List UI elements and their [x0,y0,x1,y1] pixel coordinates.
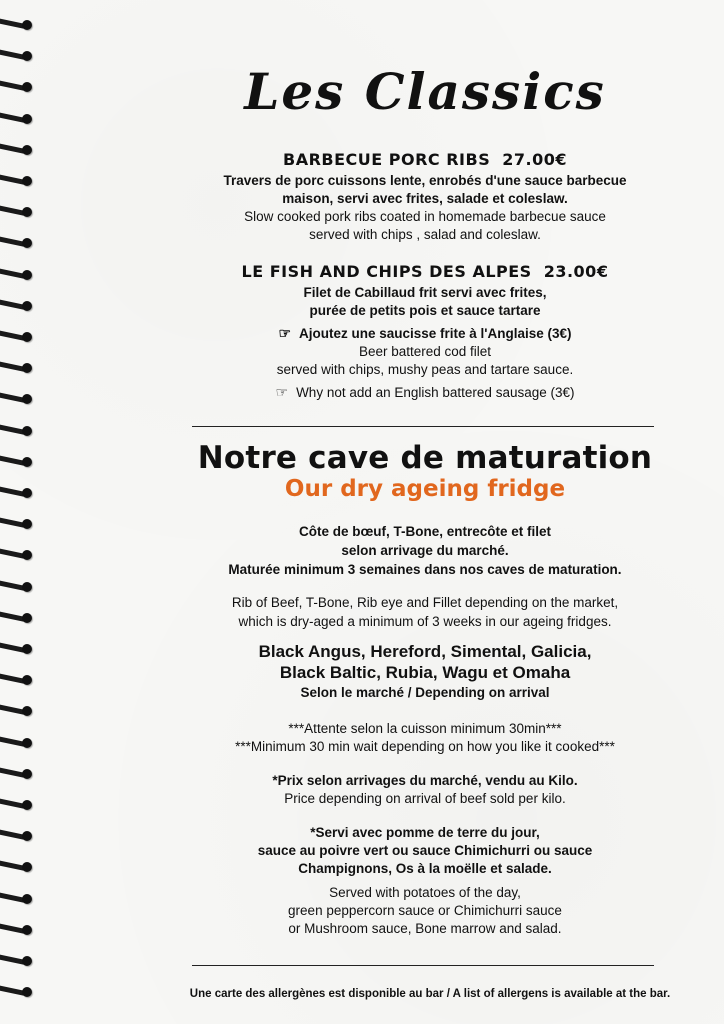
addon-text: Ajoutez une saucisse frite à l'Anglaise (3€) [299,326,572,341]
price-note [180,772,670,808]
text-line: Black Baltic, Rubia, Wagu et Omaha [279,663,571,682]
ageing-desc-fr [180,522,670,579]
text-line: Champignons, Os à la moëlle et salade. [298,861,552,876]
text-line: Rib of Beef, T-Bone, Rib eye and Fillet depending on the market, [231,595,619,610]
spiral-ring [0,330,36,344]
spiral-ring [0,517,36,531]
page-title: Les Classics [244,62,606,121]
text-line: sauce au poivre vert ou sauce Chimichurri ou sauce [257,843,593,858]
spiral-ring [0,954,36,968]
dish-heading [190,150,660,169]
spiral-ring [0,299,36,313]
breeds-note: Selon le marché / Depending on arrival [300,685,550,700]
spiral-ring [0,985,36,999]
spiral-ring [0,174,36,188]
dish-fish-and-chips [190,262,660,402]
spiral-ring [0,642,36,656]
spiral-ring [0,268,36,282]
spiral-ring [0,860,36,874]
dish-desc-en: Slow cooked pork ribs coated in homemade barbecue sauce [244,209,606,224]
section-title: Notre cave de maturation [197,440,653,476]
dish-ribs [190,150,660,244]
addon-text: Why not add an English battered sausage (3€) [296,385,575,400]
spiral-ring [0,673,36,687]
text-line: which is dry-aged a minimum of 3 weeks in our ageing fridges. [238,614,612,629]
spiral-ring [0,236,36,250]
spiral-ring [0,424,36,438]
spiral-ring [0,143,36,157]
spiral-ring [0,455,36,469]
spiral-ring [0,112,36,126]
divider [192,426,654,427]
dish-name: LE FISH AND CHIPS DES ALPES [241,262,532,281]
served-with-fr [180,824,670,878]
text-line: ***Minimum 30 min wait depending on how you like it cooked*** [235,739,615,754]
spiral-ring [0,486,36,500]
breeds-list [180,641,670,702]
spiral-ring [0,829,36,843]
dish-price: 23.00€ [543,262,609,281]
spiral-ring [0,361,36,375]
spiral-ring [0,704,36,718]
spiral-ring [0,798,36,812]
dish-desc-en: served with chips, mushy peas and tartare sauce. [276,362,574,377]
text-line: ***Attente selon la cuisson minimum 30min*** [288,721,562,736]
dish-desc-fr: purée de petits pois et sauce tartare [309,303,541,318]
text-line: *Servi avec pomme de terre du jour, [310,825,540,840]
text-line: or Mushroom sauce, Bone marrow and salad. [288,921,562,936]
spiral-ring [0,923,36,937]
text-line: selon arrivage du marché. [341,543,509,558]
spiral-ring [0,892,36,906]
text-line: green peppercorn sauce or Chimichurri sauce [288,903,562,918]
spiral-ring [0,80,36,94]
spiral-binding [0,18,40,1018]
spiral-ring [0,49,36,63]
text-line: Served with potatoes of the day, [329,885,521,900]
dish-addon-en [190,383,660,402]
spiral-ring [0,548,36,562]
pointing-hand-icon: ☞ [275,384,289,400]
spiral-ring [0,580,36,594]
dish-desc-fr: Travers de porc cuissons lente, enrobés d'une sauce barbecue [223,173,627,188]
pointing-hand-icon: ☞ [278,325,291,341]
dish-desc-en: served with chips , salad and coleslaw. [309,227,541,242]
dry-ageing-section [180,440,670,938]
spiral-ring [0,205,36,219]
allergen-footer: Une carte des allergènes est disponible au bar / A list of allergens is available at the bar. [189,988,671,1000]
text-line: Price depending on arrival of beef sold per kilo. [284,791,566,806]
text-line: Black Angus, Hereford, Simental, Galicia, [258,642,592,661]
spiral-ring [0,18,36,32]
text-line: Maturée minimum 3 semaines dans nos caves de maturation. [228,562,622,577]
text-line: *Prix selon arrivages du marché, vendu au Kilo. [272,773,578,788]
section-subtitle: Our dry ageing fridge [284,476,566,502]
dish-price: 27.00€ [502,150,567,169]
dish-heading [190,262,660,281]
text-line: Côte de bœuf, T-Bone, entrecôte et filet [298,524,551,539]
spiral-ring [0,767,36,781]
dish-name: BARBECUE PORC RIBS [283,150,491,169]
divider [192,965,654,966]
spiral-ring [0,736,36,750]
spiral-ring [0,392,36,406]
wait-note [180,720,670,756]
ageing-desc-en [180,593,670,631]
dish-desc-en: Beer battered cod filet [358,344,492,359]
served-with-en [180,884,670,938]
dish-desc-fr: maison, servi avec frites, salade et coleslaw. [282,191,568,206]
spiral-ring [0,611,36,625]
dish-addon-fr [190,324,660,343]
dish-desc-fr: Filet de Cabillaud frit servi avec frites, [303,285,547,300]
